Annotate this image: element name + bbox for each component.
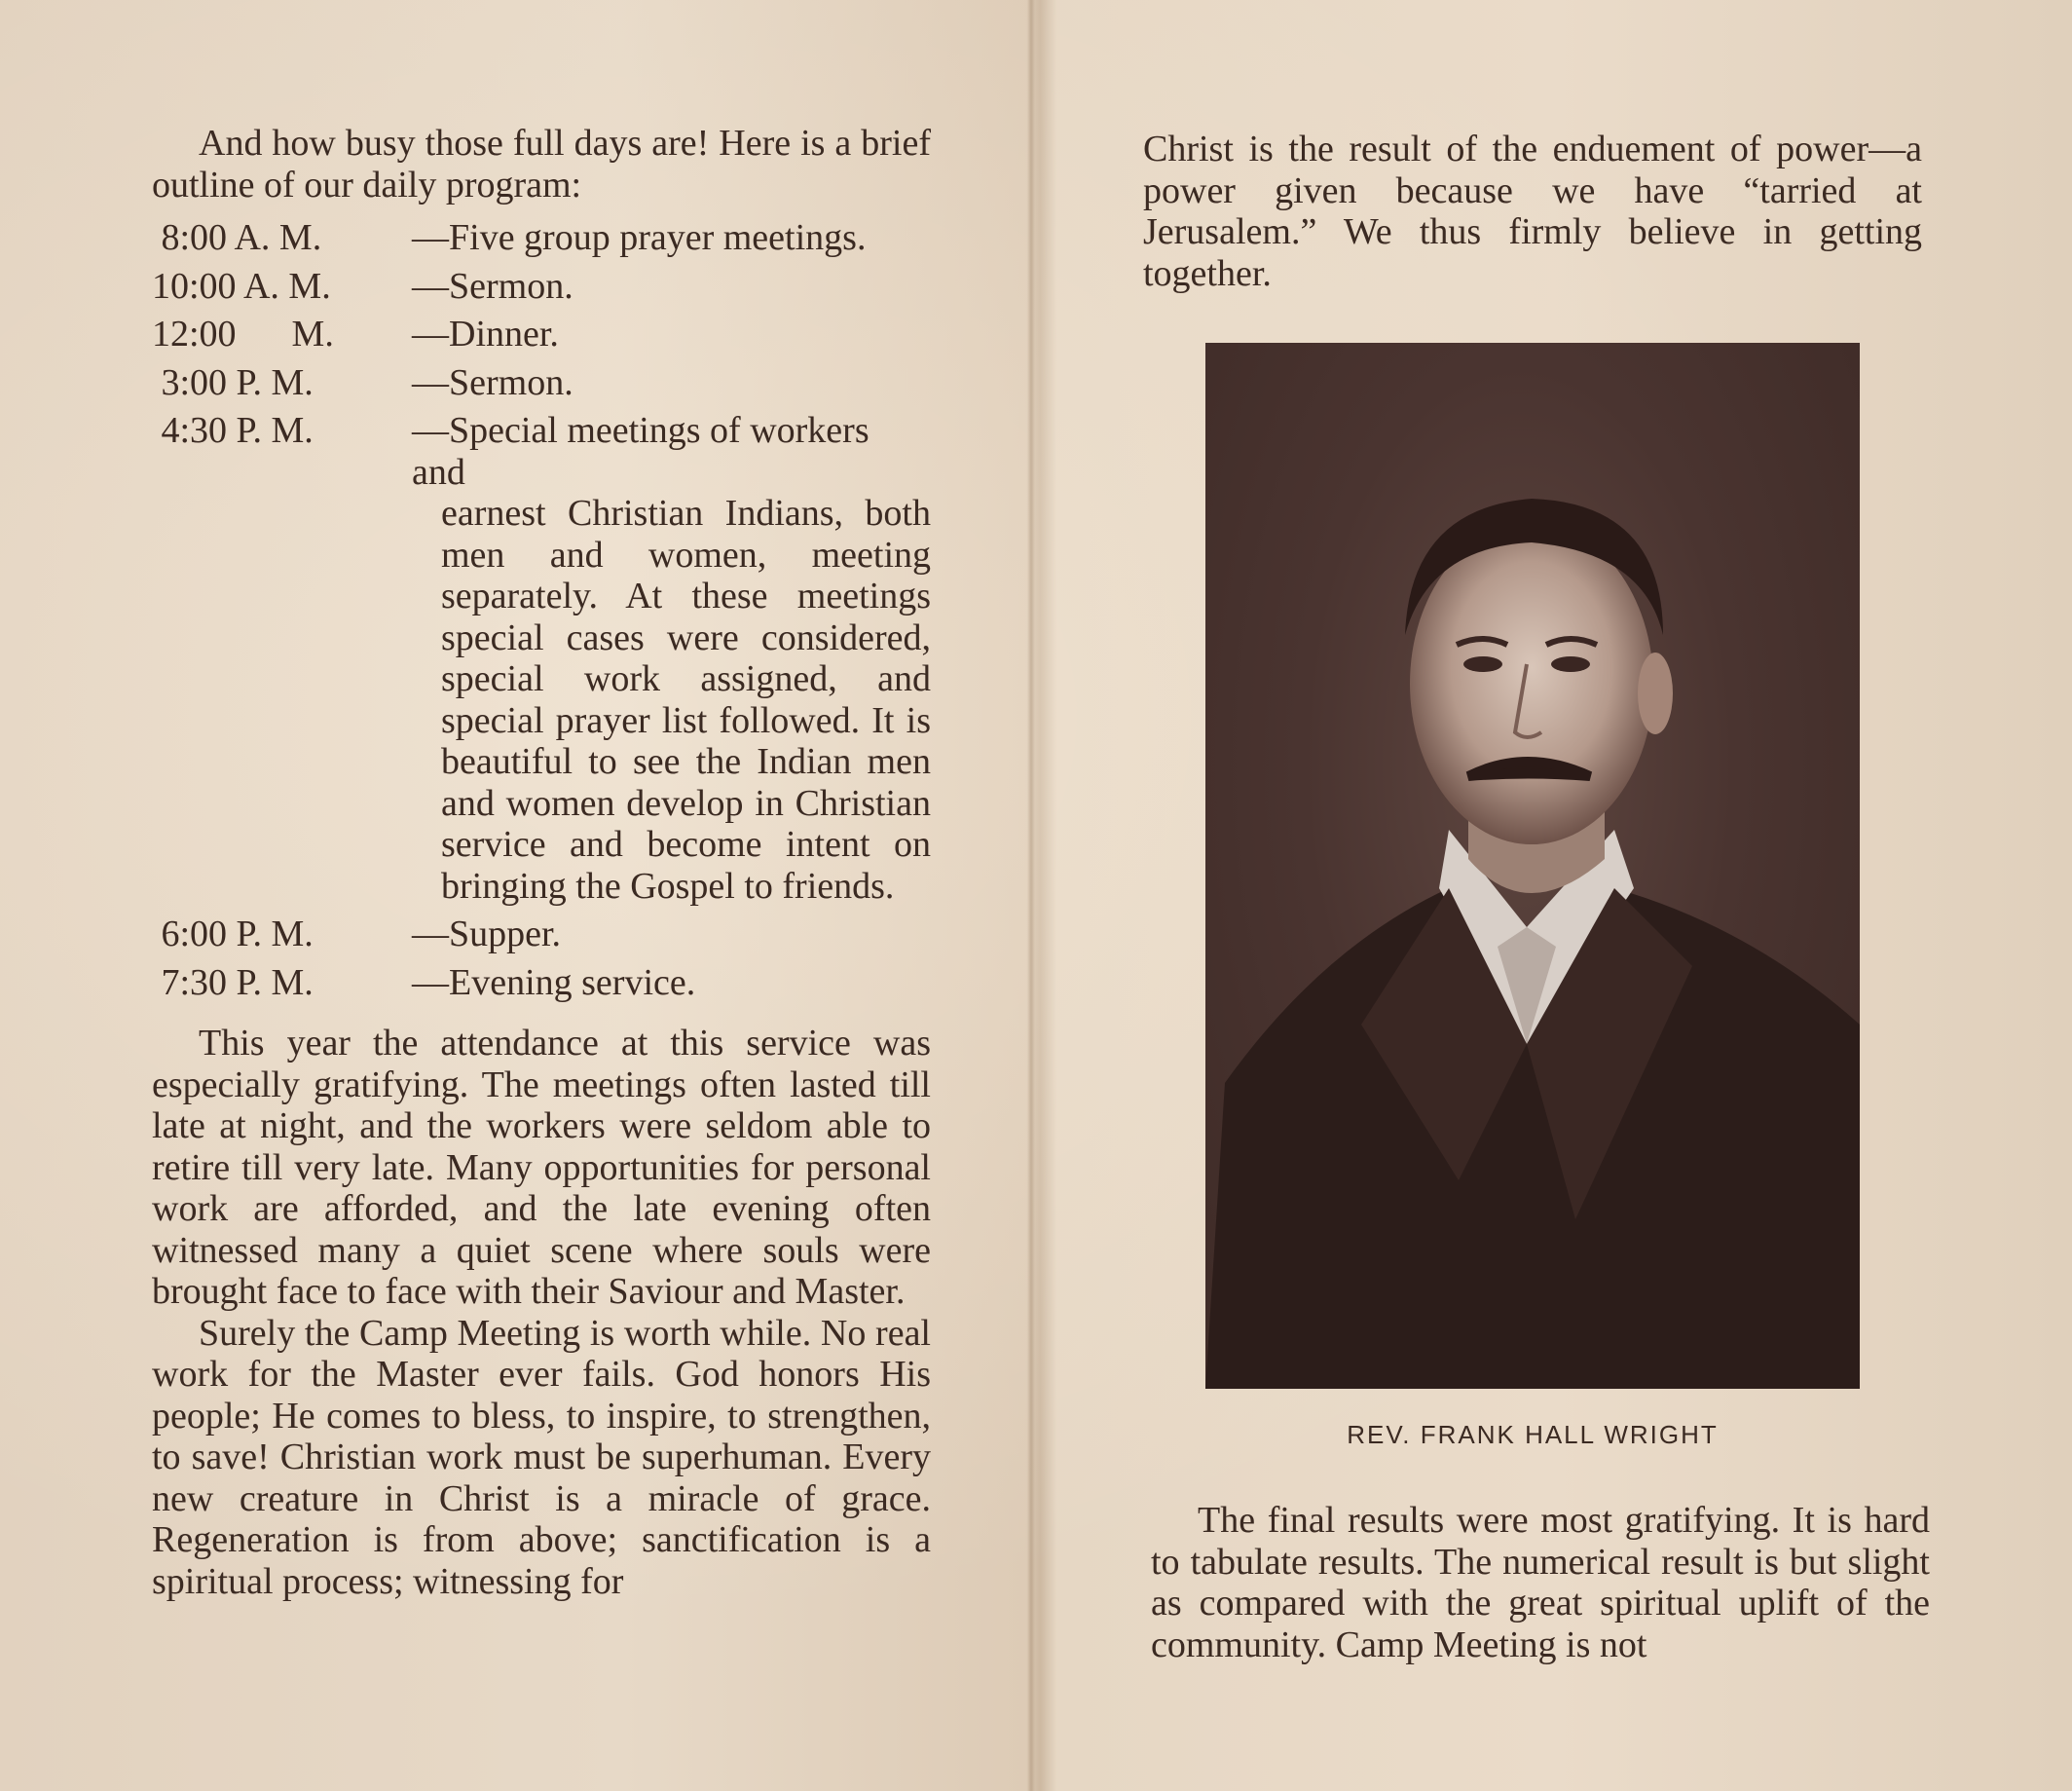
schedule-time: 4:30 P. M. <box>152 410 314 451</box>
portrait-photo <box>1205 343 1860 1389</box>
schedule-activity: —Supper. <box>412 914 562 954</box>
intro-paragraph: And how busy those full days are! Here is a brief outline of our daily program: <box>152 123 931 205</box>
photo-caption: REV. FRANK HALL WRIGHT <box>1347 1420 1719 1449</box>
schedule-row <box>152 266 931 308</box>
results-paragraph: The final results were most gratifying. It is hard to tabulate results. The numerical result is but slight as compared with the great spiritual uplift of the community. Camp Meeting is not <box>1151 1500 1930 1665</box>
schedule-row <box>152 314 931 355</box>
camp-meeting-paragraph: Surely the Camp Meeting is worth while. No real work for the Master ever fails. God honors His people; He comes to bless, to inspire, to strengthen, to save! Christian work must be superhuman. Every new creature in Christ is a miracle of grace. Regeneration is from above; sanctification is a spiritual process; witnessing for <box>152 1312 931 1602</box>
schedule-time: 6:00 P. M. <box>152 914 314 954</box>
schedule-row <box>152 410 931 907</box>
right-page <box>1036 0 2072 1791</box>
schedule-activity: —Five group prayer meetings. <box>412 217 867 258</box>
right-top-column <box>1143 129 1922 294</box>
schedule-activity: —Special meetings of workers and earnest Christian Indians, both men and women, meeting separately. At these meetings special cases were considered, special work assigned, and special prayer list followed. It is beautiful to see the Indian men and women develop in Christian service and become intent on bringing the Gospel to friends. <box>412 410 931 907</box>
schedule-activity: —Evening service. <box>412 961 696 1003</box>
left-page <box>0 0 1032 1791</box>
schedule-activity: —Dinner. <box>412 314 559 354</box>
continued-paragraph: Christ is the result of the enduement of power—a power given because we have “tarried at Jerusalem.” We thus firmly believe in getting together. <box>1143 129 1922 294</box>
schedule-time: 10:00 A. M. <box>152 265 331 307</box>
schedule-row <box>152 962 931 1004</box>
schedule-time: 8:00 A. M. <box>152 217 322 258</box>
right-bottom-column <box>1151 1500 1930 1665</box>
schedule-time: 12:00 M. <box>152 314 334 354</box>
schedule-time: 3:00 P. M. <box>152 361 314 403</box>
daily-program-schedule <box>152 217 931 1003</box>
schedule-activity: —Sermon. <box>412 361 574 403</box>
schedule-time: 7:30 P. M. <box>152 961 314 1003</box>
portrait-illustration <box>1205 343 1860 1389</box>
schedule-row <box>152 914 931 955</box>
schedule-activity: —Sermon. <box>412 265 574 307</box>
left-column <box>152 123 931 1602</box>
schedule-row <box>152 362 931 404</box>
schedule-row <box>152 217 931 259</box>
attendance-paragraph: This year the attendance at this service was especially gratifying. The meetings often lasted till late at night, and the workers were seldom able to retire till very late. Many opportunities for personal work are afforded, and the late evening often witnessed many a quiet scene where souls were brought face to face with their Saviour and Master. <box>152 1023 931 1312</box>
